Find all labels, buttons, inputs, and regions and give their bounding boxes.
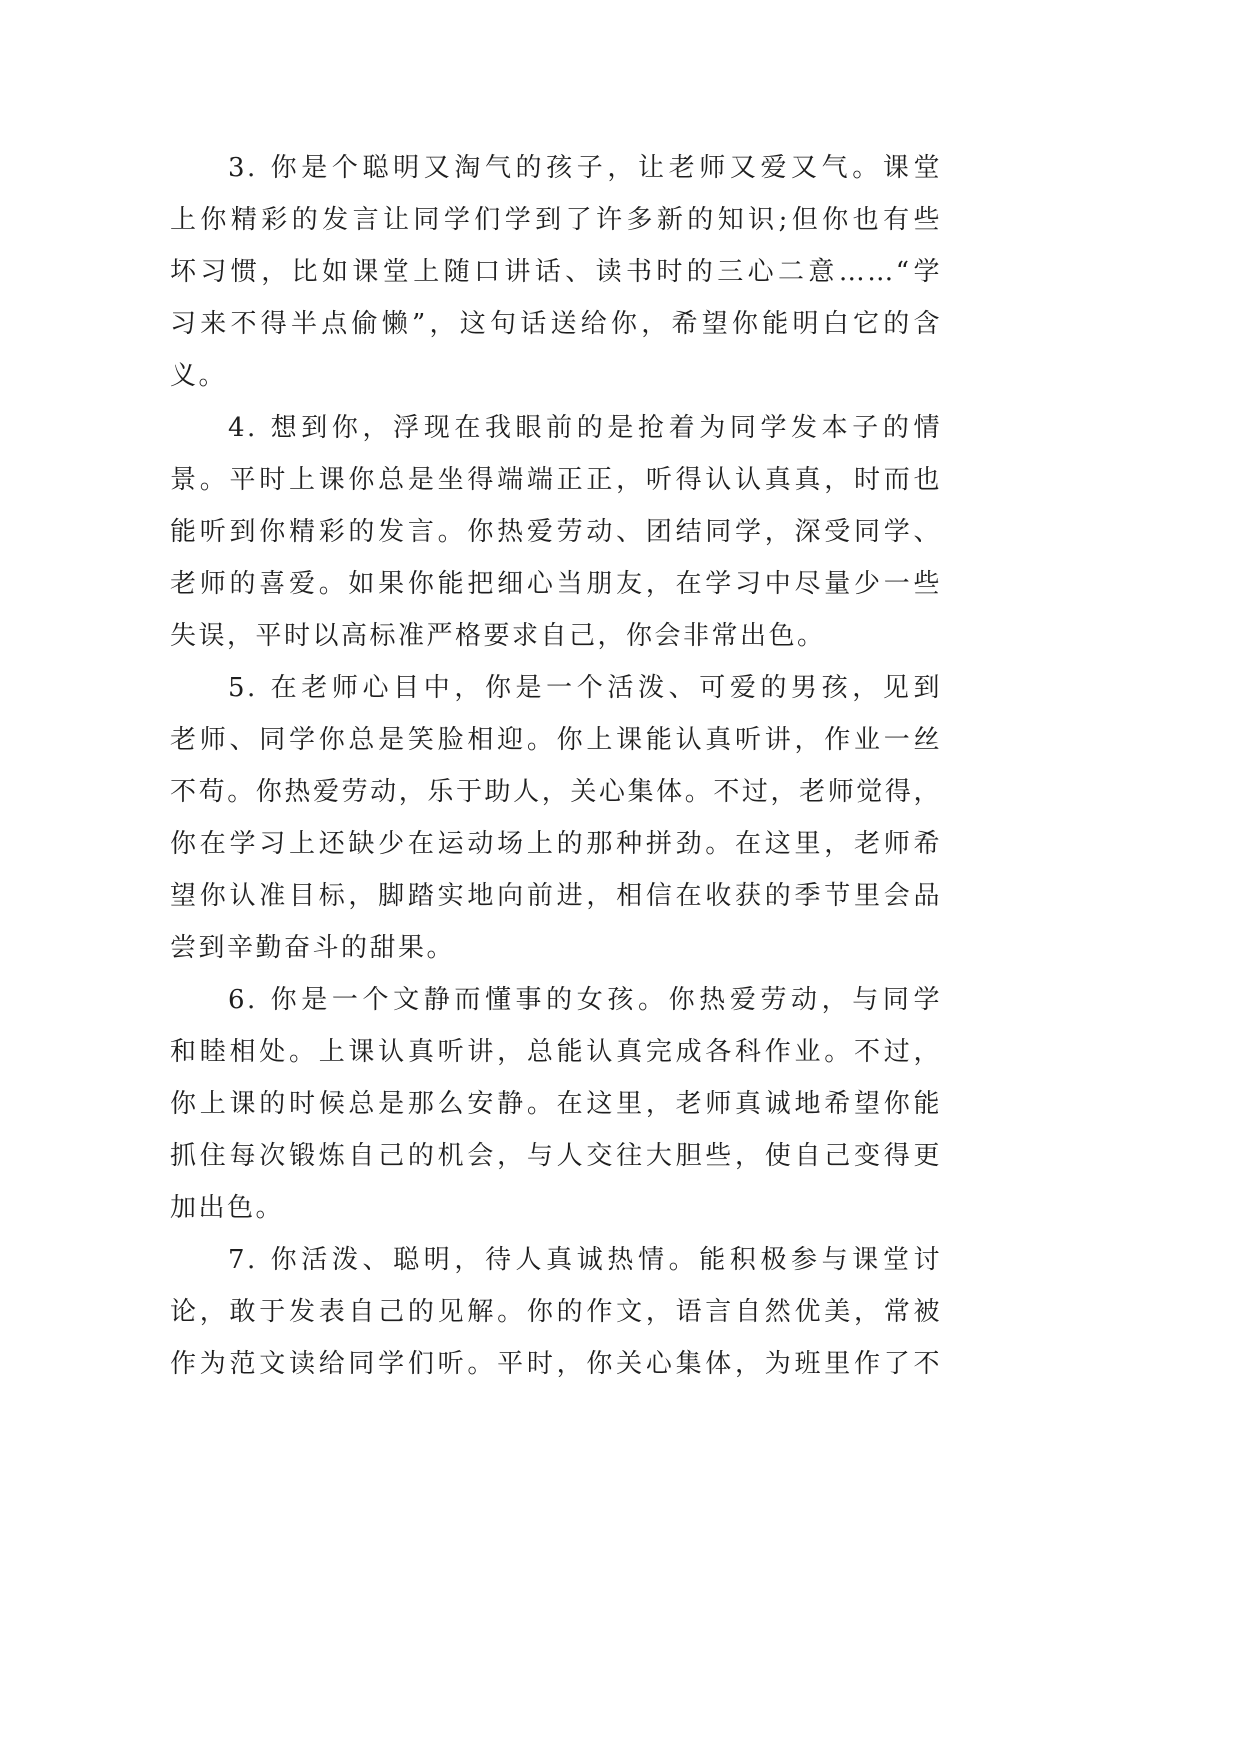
text-line: 失误，平时以高标准严格要求自己，你会非常出色。 — [170, 621, 826, 651]
text-line: 你上课的时候总是那么安静。在这里，老师真诚地希望你能 — [170, 1089, 942, 1119]
paragraph-item-5 — [170, 662, 942, 974]
text-line: 坏习惯，比如课堂上随口讲话、读书时的三心二意……“学 — [170, 257, 942, 287]
text-line: 作为范文读给同学们听。平时，你关心集体，为班里作了不 — [170, 1349, 942, 1379]
text-line: 5. 在老师心目中，你是一个活泼、可爱的男孩，见到 — [228, 673, 942, 703]
text-line: 和睦相处。上课认真听讲，总能认真完成各科作业。不过， — [170, 1037, 942, 1067]
text-line: 景。平时上课你总是坐得端端正正，听得认认真真，时而也 — [170, 465, 942, 495]
paragraph-item-7 — [170, 1234, 942, 1390]
text-line: 3. 你是个聪明又淘气的孩子，让老师又爱又气。课堂 — [228, 153, 942, 183]
text-line: 7. 你活泼、聪明，待人真诚热情。能积极参与课堂讨 — [228, 1245, 942, 1275]
text-line: 望你认准目标，脚踏实地向前进，相信在收获的季节里会品 — [170, 881, 942, 911]
text-line: 老师的喜爱。如果你能把细心当朋友，在学习中尽量少一些 — [170, 569, 942, 599]
text-line: 习来不得半点偷懒”，这句话送给你，希望你能明白它的含 — [170, 309, 942, 339]
paragraph-item-4 — [170, 402, 942, 662]
text-line: 能听到你精彩的发言。你热爱劳动、团结同学，深受同学、 — [170, 517, 942, 547]
document-body — [170, 142, 942, 1390]
text-line: 老师、同学你总是笑脸相迎。你上课能认真听讲，作业一丝 — [170, 725, 942, 755]
paragraph-item-3 — [170, 142, 942, 402]
text-line: 4. 想到你，浮现在我眼前的是抢着为同学发本子的情 — [228, 413, 942, 443]
text-line: 论，敢于发表自己的见解。你的作文，语言自然优美，常被 — [170, 1297, 942, 1327]
text-line: 加出色。 — [170, 1193, 285, 1223]
text-line: 抓住每次锻炼自己的机会，与人交往大胆些，使自己变得更 — [170, 1141, 942, 1171]
text-line: 义。 — [170, 361, 228, 391]
text-line: 你在学习上还缺少在运动场上的那种拼劲。在这里，老师希 — [170, 829, 942, 859]
text-line: 尝到辛勤奋斗的甜果。 — [170, 933, 456, 963]
text-line: 上你精彩的发言让同学们学到了许多新的知识;但你也有些 — [170, 205, 942, 235]
text-line: 6. 你是一个文静而懂事的女孩。你热爱劳动，与同学 — [228, 985, 942, 1015]
text-line: 不苟。你热爱劳动，乐于助人，关心集体。不过，老师觉得， — [170, 777, 942, 807]
paragraph-item-6 — [170, 974, 942, 1234]
